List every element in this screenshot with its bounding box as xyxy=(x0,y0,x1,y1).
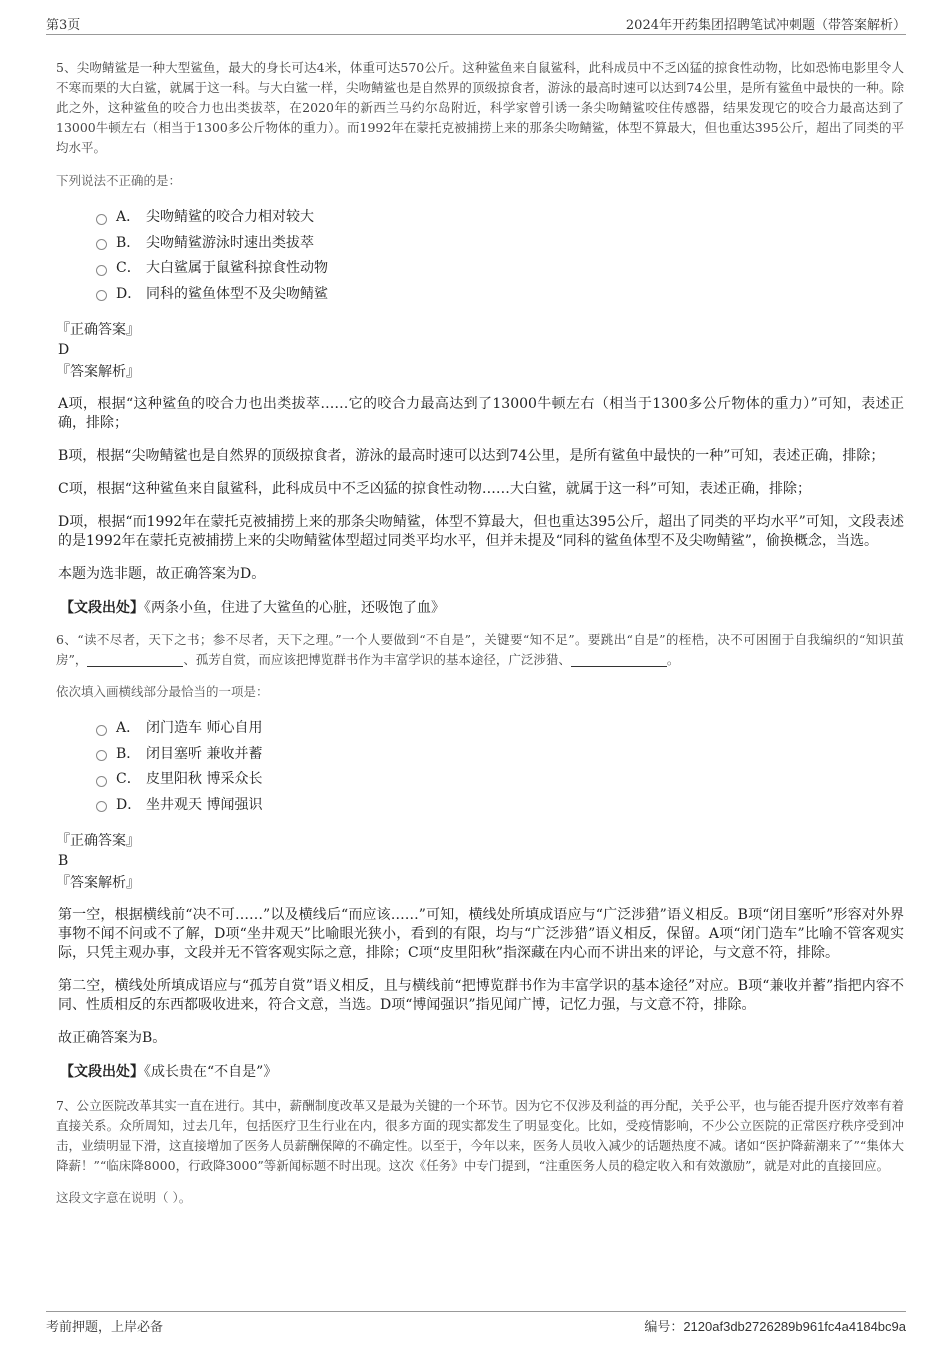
fill-blank-1[interactable] xyxy=(87,652,183,667)
source-title: 《成长贵在“不自是”》 xyxy=(144,1064,278,1080)
document-title: 2024年开药集团招聘笔试冲刺题（带答案解析） xyxy=(625,18,906,33)
analysis-label: 『答案解析』 xyxy=(56,364,140,380)
source-line xyxy=(60,598,904,618)
option-c[interactable]: C． 大白鲨属于鼠鲨科掠食性动物 xyxy=(96,256,904,282)
document-code: 编号：2120af3db2726289b961fc4a4184bc9a xyxy=(644,1319,906,1335)
option-a[interactable]: A． 尖吻鲭鲨的咬合力相对较大 xyxy=(96,205,904,231)
question-6-prompt: 依次填入画横线部分最恰当的一项是： xyxy=(56,684,269,699)
question-5-prompt: 下列说法不正确的是： xyxy=(56,173,182,188)
option-d[interactable]: D． 同科的鲨鱼体型不及尖吻鲭鲨 xyxy=(96,282,904,308)
option-d[interactable]: D． 坐井观天 博闻强识 xyxy=(96,793,904,819)
fill-blank-2[interactable] xyxy=(571,652,667,667)
radio-icon[interactable] xyxy=(96,265,107,276)
analysis-paragraph: 第二空，横线处所填成语应与“孤芳自赏”语义相反，且与横线前“把博览群书作为丰富学识的基本途径”对应。B项“兼收并蓄”指把内容不同、性质相反的东西都吸收进来，符合文意，当选。D项“博闻强识”指见闻广博，记忆力强，与文意不符，排除。 xyxy=(58,978,904,1013)
footer-slogan: 考前押题，上岸必备 xyxy=(46,1320,164,1335)
question-7-text: 7、公立医院改革其实一直在进行。其中，薪酬制度改革又是最为关键的一个环节。因为它不仅涉及利益的再分配，关乎公平，也与能否提升医疗效率有着直接关系。众所周知，过去几年，包括医疗卫生行业在内，很多方面的现实都发生了明显变化。比如，受疫情影响，不少公立医院的正常医疗秩序受到冲击，业绩明显下滑，这直接增加了医务人员薪酬保障的不确定性。以至于，今年以来，医务人员收入减少的话题热度不减。诸如“医护降薪潮来了”“集体大降薪！”“临床降8000，行政降3000”等新闻标题不时出现。这次《任务》中专门提到，“注重医务人员的稳定收入和有效激励”，就是对此的直接回应。 xyxy=(56,1098,904,1173)
question-6 xyxy=(56,630,904,1082)
analysis-paragraph: A项，根据“这种鲨鱼的咬合力也出类拔萃……它的咬合力最高达到了13000牛顿左右（相当于1300多公斤物体的重力）”可知，表述正确，排除； xyxy=(58,396,904,431)
page-header xyxy=(46,12,906,35)
radio-icon[interactable] xyxy=(96,239,107,250)
option-c[interactable]: C． 皮里阳秋 博采众长 xyxy=(96,767,904,793)
option-a[interactable]: A． 闭门造车 师心自用 xyxy=(96,716,904,742)
question-5-options xyxy=(96,205,904,307)
source-label: 【文段出处】 xyxy=(60,600,144,616)
analysis-label: 『答案解析』 xyxy=(56,875,140,891)
question-5-text: 5、尖吻鲭鲨是一种大型鲨鱼，最大的身长可达4米，体重可达570公斤。这种鲨鱼来自鼠鲨科，此科成员中不乏凶猛的掠食性动物，比如恐怖电影里令人不寒而栗的大白鲨，就属于这一科。与大白鲨一样，尖吻鲭鲨也是自然界的顶级掠食者，游泳的最高时速可以达到74公里，是所有鲨鱼中最快的一种。除此之外，这种鲨鱼的咬合力也出类拔萃，在2020年的新西兰马约尔岛附近，科学家曾引诱一条尖吻鲭鲨咬住传感器，结果发现它的咬合力最高达到了13000牛顿左右（相当于1300多公斤物体的重力）。而1992年在蒙托克被捕捞上来的那条尖吻鲭鲨，体型不算最大，但也重达395公斤，超出了同类的平均水平。 xyxy=(56,60,904,155)
analysis-conclusion: 故正确答案为B。 xyxy=(58,1030,167,1046)
answer-label: 『正确答案』 xyxy=(56,833,140,849)
page-number: 第3页 xyxy=(46,18,81,33)
answer-label: 『正确答案』 xyxy=(56,322,140,338)
analysis-conclusion: 本题为选非题，故正确答案为D。 xyxy=(58,566,266,582)
option-b[interactable]: B． 闭目塞听 兼收并蓄 xyxy=(96,742,904,768)
answer-value: B xyxy=(58,853,69,869)
question-6-options xyxy=(96,716,904,818)
radio-icon[interactable] xyxy=(96,290,107,301)
question-7-prompt: 这段文字意在说明（ ）。 xyxy=(56,1190,192,1205)
question-7 xyxy=(56,1096,904,1208)
question-6-text: 6、“读不尽者，天下之书；参不尽者，天下之理。”一个人要做到“不自是”，关键要“知不足”。要跳出“自是”的桎梏，决不可困囿于自我编织的“知识茧房”， 、孤芳自赏，而应该把博览群书作为丰富学识的基本途径，广泛涉猎、 。 xyxy=(56,632,904,667)
option-b[interactable]: B． 尖吻鲭鲨游泳时速出类拔萃 xyxy=(96,231,904,257)
radio-icon[interactable] xyxy=(96,214,107,225)
analysis-paragraph: D项，根据“而1992年在蒙托克被捕捞上来的那条尖吻鲭鲨，体型不算最大，但也重达395公斤，超出了同类的平均水平”可知，文段表述的是1992年在蒙托克被捕捞上来的尖吻鲭鲨体型超过同类平均水平，但并未提及“同科的鲨鱼体型不及尖吻鲭鲨”，偷换概念，当选。 xyxy=(58,514,904,549)
radio-icon[interactable] xyxy=(96,776,107,787)
source-line xyxy=(60,1062,904,1082)
analysis-paragraph: 第一空，根据横线前“决不可……”以及横线后“而应该……”可知，横线处所填成语应与“广泛涉猎”语义相反。B项“闭目塞听”形容对外界事物不闻不问或不了解，D项“坐井观天”比喻眼光狭小，看到的有限，均与“广泛涉猎”语义相反，保留。A项“闭门造车”比喻不管客观实际，只凭主观办事，文段并无不管客观实际之意，排除；C项“皮里阳秋”指深藏在内心而不讲出来的评论，与文意不符，排除。 xyxy=(58,907,904,961)
page-footer xyxy=(46,1311,906,1338)
analysis-paragraph: B项，根据“尖吻鲭鲨也是自然界的顶级掠食者，游泳的最高时速可以达到74公里，是所有鲨鱼中最快的一种”可知，表述正确，排除； xyxy=(58,448,885,464)
question-5 xyxy=(56,58,904,618)
analysis-paragraph: C项，根据“这种鲨鱼来自鼠鲨科，此科成员中不乏凶猛的掠食性动物……大白鲨，就属于这一科”可知，表述正确，排除； xyxy=(58,481,812,497)
page-content xyxy=(56,58,904,1208)
source-title: 《两条小鱼，住进了大鲨鱼的心脏，还吸饱了血》 xyxy=(144,600,445,616)
radio-icon[interactable] xyxy=(96,801,107,812)
answer-value: D xyxy=(58,342,70,358)
source-label: 【文段出处】 xyxy=(60,1064,144,1080)
radio-icon[interactable] xyxy=(96,750,107,761)
radio-icon[interactable] xyxy=(96,725,107,736)
